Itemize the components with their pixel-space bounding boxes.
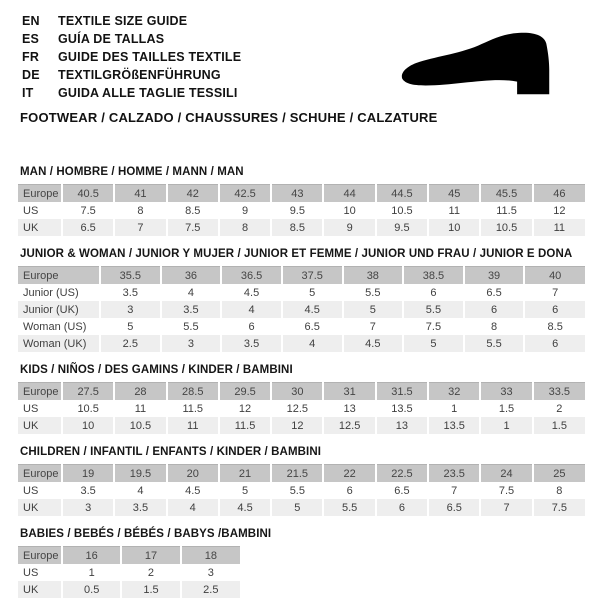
- size-cell: 9.5: [271, 202, 323, 219]
- size-table: [18, 184, 585, 236]
- size-cell: 9: [219, 202, 271, 219]
- language-row: [22, 48, 241, 66]
- table-row: [18, 202, 585, 219]
- size-cell: 5.5: [343, 284, 404, 301]
- row-label: UK: [18, 417, 62, 434]
- size-cell: 1: [62, 564, 121, 581]
- size-cell: 13: [376, 417, 428, 434]
- size-cell: 41: [114, 185, 166, 203]
- size-cell: 23.5: [428, 465, 480, 483]
- size-table: [18, 464, 585, 516]
- size-cell: 10.5: [114, 417, 166, 434]
- language-label: TEXTILGRÖßENFÜHRUNG: [58, 68, 221, 82]
- table-title: JUNIOR & WOMAN / JUNIOR Y MUJER / JUNIOR ET FEMME / JUNIOR UND FRAU / JUNIOR E DONA: [20, 248, 573, 260]
- language-code: IT: [22, 86, 34, 100]
- size-cell: 36.5: [221, 267, 282, 285]
- size-cell: 7.5: [62, 202, 114, 219]
- size-cell: 3: [100, 301, 161, 318]
- size-cell: 4.5: [221, 284, 282, 301]
- size-cell: 31: [323, 383, 375, 401]
- size-cell: 45.5: [480, 185, 532, 203]
- size-cell: 1: [428, 400, 480, 417]
- size-cell: 40.5: [62, 185, 114, 203]
- size-cell: 28.5: [167, 383, 219, 401]
- row-label: UK: [18, 219, 62, 236]
- size-cell: 4: [282, 335, 343, 352]
- size-cell: 10: [428, 219, 480, 236]
- size-cell: 10.5: [480, 219, 532, 236]
- size-cell: 42: [167, 185, 219, 203]
- size-cell: 5.5: [323, 499, 375, 516]
- size-cell: 12: [271, 417, 323, 434]
- row-label: US: [23, 204, 39, 217]
- size-cell: 5: [271, 499, 323, 516]
- size-cell: 1: [480, 417, 532, 434]
- size-cell: 5: [219, 482, 271, 499]
- table-title: CHILDREN / INFANTIL / ENFANTS / KINDER / BAMBINI: [20, 446, 322, 458]
- size-cell: 4.5: [167, 482, 219, 499]
- size-cell: 24: [480, 465, 532, 483]
- size-cell: 13.5: [376, 400, 428, 417]
- size-table: [18, 546, 240, 598]
- size-cell: 8: [114, 202, 166, 219]
- size-cell: 9.5: [376, 219, 428, 236]
- table-row: [18, 417, 585, 434]
- table-row: [18, 499, 585, 516]
- row-label: US: [23, 484, 39, 497]
- size-cell: 4: [161, 284, 222, 301]
- row-label: Europe: [18, 267, 100, 285]
- size-cell: 8.5: [524, 318, 585, 335]
- table-row: [18, 482, 585, 499]
- language-code: DE: [22, 68, 40, 82]
- size-cell: 7.5: [480, 482, 532, 499]
- size-cell: 6.5: [62, 219, 114, 236]
- size-cell: 6: [376, 499, 428, 516]
- size-cell: 5: [100, 318, 161, 335]
- size-cell: 11: [428, 202, 480, 219]
- size-cell: 6.5: [376, 482, 428, 499]
- language-code: ES: [22, 32, 40, 46]
- size-cell: 42.5: [219, 185, 271, 203]
- size-cell: 8.5: [167, 202, 219, 219]
- size-cell: 21.5: [271, 465, 323, 483]
- language-label: GUIDE DES TAILLES TEXTILE: [58, 50, 242, 64]
- language-row: [22, 66, 241, 84]
- size-cell: 4.5: [343, 335, 404, 352]
- size-tables: [18, 166, 585, 610]
- language-label: GUIDA ALLE TAGLIE TESSILI: [58, 86, 238, 100]
- size-table: [18, 266, 585, 352]
- size-cell: 11.5: [219, 417, 271, 434]
- size-cell: 11: [114, 400, 166, 417]
- size-cell: 8: [533, 482, 585, 499]
- table-title: MAN / HOMBRE / HOMME / MANN / MAN: [20, 166, 244, 178]
- language-code: EN: [22, 14, 40, 28]
- size-cell: 36: [161, 267, 222, 285]
- row-label: Woman (UK): [18, 335, 100, 352]
- table-row: [18, 267, 585, 285]
- row-label: US: [23, 402, 39, 415]
- size-cell: 3.5: [114, 499, 166, 516]
- size-cell: 11.5: [480, 202, 532, 219]
- row-label: UK: [18, 581, 62, 598]
- size-cell: 18: [181, 547, 240, 565]
- language-row: [22, 12, 241, 30]
- size-cell: 3: [181, 564, 240, 581]
- size-cell: 12: [219, 400, 271, 417]
- size-cell: 8.5: [271, 219, 323, 236]
- size-cell: 10: [62, 417, 114, 434]
- language-label: GUÍA DE TALLAS: [58, 32, 165, 46]
- table-row: [18, 547, 240, 565]
- table-row: [18, 301, 585, 318]
- language-list: [22, 12, 241, 102]
- size-cell: 6.5: [428, 499, 480, 516]
- size-cell: 2: [533, 400, 585, 417]
- size-cell: 3.5: [221, 335, 282, 352]
- size-cell: 5: [343, 301, 404, 318]
- language-row: [22, 84, 241, 102]
- size-cell: 20: [167, 465, 219, 483]
- size-table-section: [18, 446, 585, 516]
- size-cell: 30: [271, 383, 323, 401]
- size-cell: 10: [323, 202, 375, 219]
- size-cell: 9: [323, 219, 375, 236]
- size-cell: 40: [524, 267, 585, 285]
- size-cell: 7: [114, 219, 166, 236]
- size-cell: 35.5: [100, 267, 161, 285]
- size-cell: 6: [323, 482, 375, 499]
- size-cell: 3.5: [100, 284, 161, 301]
- table-row: [18, 185, 585, 203]
- size-cell: 6: [221, 318, 282, 335]
- size-cell: 33.5: [533, 383, 585, 401]
- size-cell: 6: [524, 335, 585, 352]
- size-cell: 19.5: [114, 465, 166, 483]
- size-table: [18, 382, 585, 434]
- table-title: KIDS / NIÑOS / DES GAMINS / KINDER / BAMBINI: [20, 364, 293, 376]
- size-cell: 5.5: [161, 318, 222, 335]
- table-row: [18, 465, 585, 483]
- size-cell: 12.5: [271, 400, 323, 417]
- size-cell: 7.5: [533, 499, 585, 516]
- size-cell: 45: [428, 185, 480, 203]
- size-cell: 29.5: [219, 383, 271, 401]
- size-cell: 2.5: [100, 335, 161, 352]
- table-title: BABIES / BEBÉS / BÉBÉS / BABYS /BAMBINI: [20, 528, 272, 540]
- table-row: [18, 400, 585, 417]
- size-cell: 22: [323, 465, 375, 483]
- table-row: [18, 335, 585, 352]
- row-label: Europe: [18, 547, 62, 565]
- category-heading: FOOTWEAR / CALZADO / CHAUSSURES / SCHUHE / CALZATURE: [20, 110, 438, 125]
- size-cell: 27.5: [62, 383, 114, 401]
- size-cell: 7.5: [167, 219, 219, 236]
- size-cell: 6.5: [282, 318, 343, 335]
- size-cell: 44: [323, 185, 375, 203]
- table-row: [18, 581, 240, 598]
- size-cell: 17: [121, 547, 180, 565]
- size-cell: 11: [533, 219, 585, 236]
- size-cell: 13.5: [428, 417, 480, 434]
- size-cell: 32: [428, 383, 480, 401]
- table-row: [18, 284, 585, 301]
- size-cell: 6: [403, 284, 464, 301]
- size-cell: 11.5: [167, 400, 219, 417]
- size-cell: 4.5: [219, 499, 271, 516]
- size-cell: 7: [480, 499, 532, 516]
- size-cell: 3: [62, 499, 114, 516]
- size-cell: 38: [343, 267, 404, 285]
- size-cell: 25: [533, 465, 585, 483]
- size-cell: 43: [271, 185, 323, 203]
- size-cell: 1.5: [480, 400, 532, 417]
- size-cell: 5.5: [403, 301, 464, 318]
- size-cell: 22.5: [376, 465, 428, 483]
- dress-shoe-icon: [396, 30, 572, 104]
- size-cell: 11: [167, 417, 219, 434]
- size-cell: 4: [114, 482, 166, 499]
- size-table-section: [18, 364, 585, 434]
- size-cell: 19: [62, 465, 114, 483]
- size-cell: 7.5: [403, 318, 464, 335]
- size-cell: 6.5: [464, 284, 525, 301]
- size-cell: 44.5: [376, 185, 428, 203]
- size-cell: 3: [161, 335, 222, 352]
- size-cell: 4: [167, 499, 219, 516]
- size-cell: 5: [403, 335, 464, 352]
- size-cell: 8: [219, 219, 271, 236]
- language-row: [22, 30, 241, 48]
- table-row: [18, 383, 585, 401]
- size-cell: 12.5: [323, 417, 375, 434]
- size-cell: 10.5: [376, 202, 428, 219]
- size-cell: 7: [524, 284, 585, 301]
- size-table-section: [18, 166, 585, 236]
- size-cell: 2: [121, 564, 180, 581]
- row-label: Woman (US): [23, 320, 87, 333]
- row-label: Junior (US): [23, 286, 79, 299]
- row-label: Europe: [18, 465, 62, 483]
- size-cell: 39: [464, 267, 525, 285]
- size-cell: 37.5: [282, 267, 343, 285]
- size-cell: 5.5: [271, 482, 323, 499]
- size-table-section: [18, 528, 585, 598]
- size-cell: 6: [464, 301, 525, 318]
- size-cell: 46: [533, 185, 585, 203]
- size-cell: 3.5: [62, 482, 114, 499]
- table-row: [18, 318, 585, 335]
- row-label: Europe: [18, 185, 62, 203]
- size-cell: 38.5: [403, 267, 464, 285]
- size-cell: 6: [524, 301, 585, 318]
- size-cell: 1.5: [533, 417, 585, 434]
- size-cell: 1.5: [121, 581, 180, 598]
- row-label: US: [23, 566, 39, 579]
- size-cell: 8: [464, 318, 525, 335]
- row-label: Junior (UK): [18, 301, 100, 318]
- size-cell: 5.5: [464, 335, 525, 352]
- size-cell: 0.5: [62, 581, 121, 598]
- size-cell: 7: [343, 318, 404, 335]
- size-table-section: [18, 248, 585, 352]
- size-cell: 12: [533, 202, 585, 219]
- size-cell: 7: [428, 482, 480, 499]
- row-label: UK: [18, 499, 62, 516]
- table-row: [18, 564, 240, 581]
- size-cell: 5: [282, 284, 343, 301]
- size-cell: 4.5: [282, 301, 343, 318]
- language-label: TEXTILE SIZE GUIDE: [58, 14, 188, 28]
- row-label: Europe: [18, 383, 62, 401]
- size-cell: 3.5: [161, 301, 222, 318]
- size-cell: 16: [62, 547, 121, 565]
- size-cell: 28: [114, 383, 166, 401]
- size-cell: 2.5: [181, 581, 240, 598]
- size-cell: 10.5: [62, 400, 114, 417]
- size-cell: 21: [219, 465, 271, 483]
- language-code: FR: [22, 50, 40, 64]
- size-cell: 13: [323, 400, 375, 417]
- table-row: [18, 219, 585, 236]
- size-cell: 31.5: [376, 383, 428, 401]
- size-cell: 33: [480, 383, 532, 401]
- size-cell: 4: [221, 301, 282, 318]
